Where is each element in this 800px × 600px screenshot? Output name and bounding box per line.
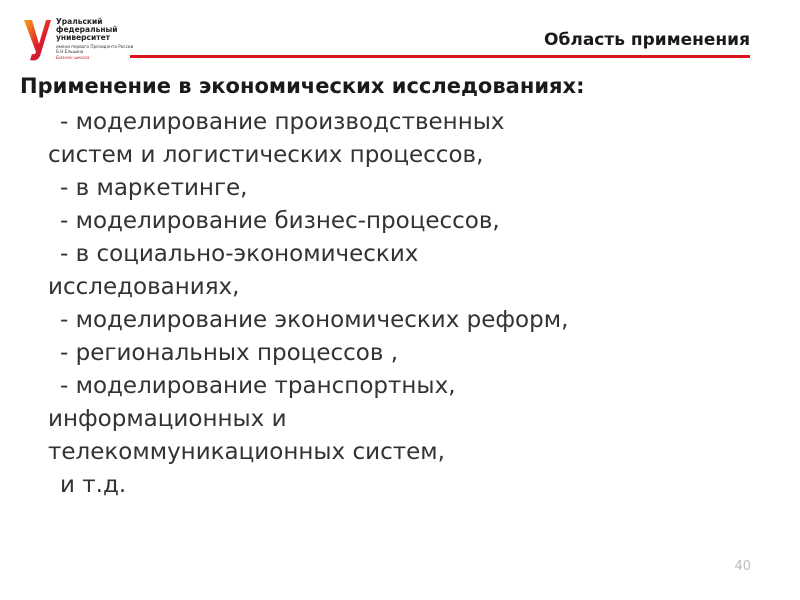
urfu-logo-icon [22, 18, 52, 62]
list-item [48, 337, 768, 370]
list-item-line: систем и логистических процессов, [48, 142, 484, 168]
content-heading: Применение в экономических исследованиях: [20, 74, 585, 98]
list-item [48, 172, 768, 205]
list-item-line: - моделирование экономических реформ, [60, 307, 569, 333]
list-item [48, 304, 768, 337]
logo-school: Бизнес-школа [56, 56, 90, 61]
list-item-line: - в маркетинге, [60, 175, 248, 201]
list-item-line: - региональных процессов , [60, 340, 399, 366]
list-item-line: - моделирование производственных [60, 109, 505, 135]
logo-line-3: университет [56, 33, 111, 42]
slide-title: Область применения [544, 30, 750, 50]
list-item [48, 469, 768, 502]
university-logo [22, 18, 142, 64]
applications-list [48, 106, 768, 502]
list-item-line: и т.д. [60, 472, 127, 498]
logo-line-2: федеральный [56, 25, 118, 34]
list-item-line: - моделирование транспортных, [60, 373, 456, 399]
logo-line-1: Уральский [56, 17, 103, 26]
header-divider [130, 55, 750, 58]
list-item [48, 238, 768, 304]
list-item-line: исследованиях, [48, 274, 240, 300]
page-number: 40 [734, 559, 751, 574]
list-item [48, 106, 768, 172]
list-item [48, 370, 768, 469]
list-item-line: - в социально-экономических [60, 241, 419, 267]
list-item-line: информационных и [48, 406, 287, 432]
list-item-line: телекоммуникационных систем, [48, 439, 445, 465]
list-item-line: - моделирование бизнес-процессов, [60, 208, 500, 234]
list-item [48, 205, 768, 238]
logo-tagline: имени первого Президента России Б.Н.Ельцина [56, 44, 134, 54]
